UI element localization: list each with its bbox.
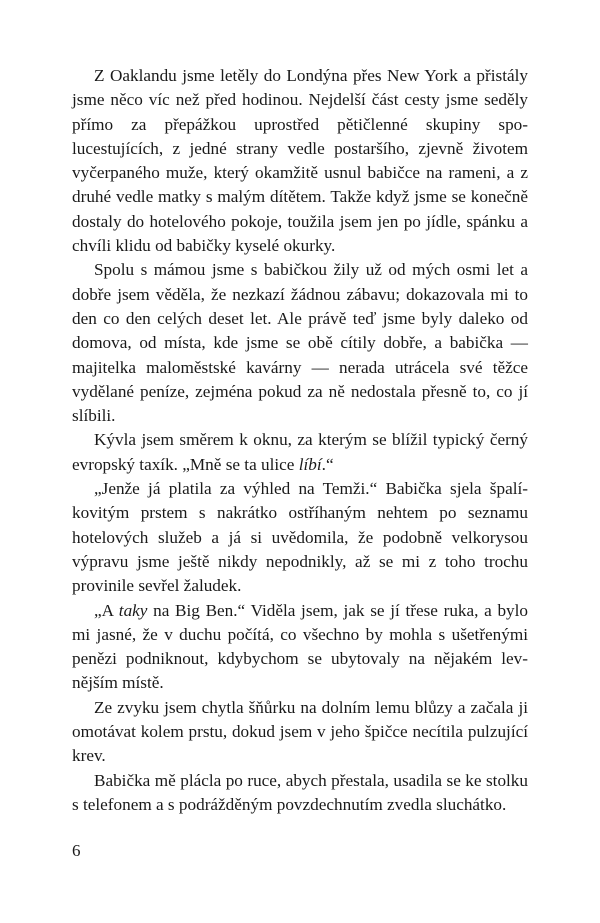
paragraph-text: na Big Ben.“ Viděla jsem, jak se jí třese ruka, a bylo mi jasné, že v duchu počítá, co všechno by mohla s ušetřenými penězi podniknout, kdybychom se ubytovaly na nějakém levnějším místě. (72, 600, 529, 693)
paragraph-text: Babička mě plácla po ruce, abych přestala, usadila se ke stolku s telefonem a s podrážděným povzdechnutím zvedla sluchátko. (72, 770, 528, 814)
page-number: 6 (72, 841, 81, 860)
paragraph-text: „A (94, 600, 119, 620)
paragraph (72, 769, 528, 818)
paragraph-text: Kývla jsem směrem k oknu, za kterým se blížil typický černý evropský taxík. „Mně se ta ulice (72, 430, 528, 474)
paragraph (72, 258, 528, 428)
paragraph (72, 599, 528, 696)
paragraph-text: „Jenže já platila za výhled na Temži.“ Babička sjela špalíkovitým prstem s nakrátko ostříhaným nehtem po seznamu hotelových služeb a já si uvědomila, že podobně velkorysou výpravu jsme ještě nikdy nepodnikly, až se mi z toho trochu provinile sevřel žaludek. (72, 479, 528, 596)
paragraph-text: Ze zvyku jsem chytla šňůrku na dolním lemu blůzy a začala ji omotávat kolem prstu, dokud jsem v jeho špičce necítila pulzující krev. (72, 697, 528, 766)
italic-text: líbí (298, 454, 322, 474)
paragraph (72, 477, 528, 598)
italic-text: taky (118, 600, 148, 620)
paragraph-text: Z Oaklandu jsme letěly do Londýna přes New York a přistály jsme něco víc než před hodinou. Nejdelší část cesty jsme seděly přímo za přepážkou uprostřed pětičlenné skupiny spolucestujících, z jedné strany vedle postaršího, zjevně životem vyčerpaného muže, který okamžitě usnul babičce na rameni, a z druhé vedle matky s malým dítětem. Takže když jsme se konečně dostaly do hotelového pokoje, toužila jsem jen po jídle, spánku a chvíli klidu od babičky kyselé okurky. (72, 66, 528, 256)
paragraph-text: .“ (321, 454, 334, 474)
paragraph (72, 696, 528, 769)
body-text (72, 64, 528, 817)
paragraph (72, 64, 528, 258)
paragraph-text: Spolu s mámou jsme s babičkou žily už od mých osmi let a dobře jsem věděla, že nezkazí žádnou zábavu; dokazovala mi to den co den celých deset let. Ale právě teď jsme byly daleko od domova, od místa, kde jsme se obě cítily dobře, a babička — majitelka maloměstské kavárny — nerada utrácela své těžce vydělané peníze, zejména pokud za ně nedostala přesně to, co jí slíbili. (72, 260, 528, 426)
paragraph (72, 428, 528, 477)
